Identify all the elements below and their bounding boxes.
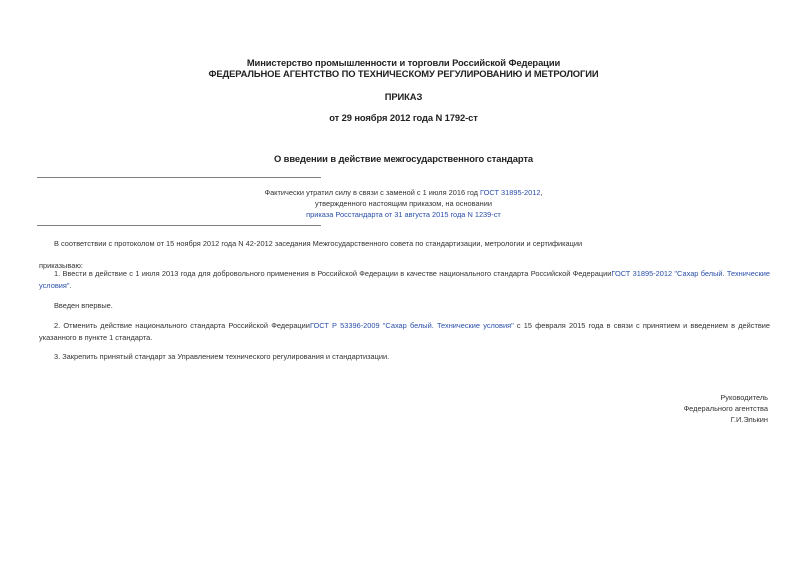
gost-r-53396-link[interactable]: ГОСТ Р 53396-2009 "Сахар белый. Технические условия" [309,321,514,330]
document-type: ПРИКАЗ [384,91,423,102]
status-note-line-3 [0,210,807,219]
rosstandart-order-link[interactable]: приказа Росстандарта от 31 августа 2015 года N 1239-ст [306,210,501,219]
replacement-standard-link[interactable]: ГОСТ 31895-2012 [480,188,541,197]
preamble-paragraph: В соответствии с протоколом от 15 ноября 2012 года N 42-2012 заседания Межгосударственного совета по стандартизации, метрологии и сертификации [54,239,583,248]
item-1-end: . [69,280,72,290]
signature-title: Руководитель [720,393,768,402]
item-1-text: 1. Ввести в действие с 1 июля 2013 года для добровольного применения в Российской Федерации в качестве национального стандарта Российской Федерации [54,269,612,278]
signature-name: Г.И.Элькин [730,415,768,424]
document-subject: О введении в действие межгосударственного стандарта [273,153,534,164]
status-note-comma: , [540,188,543,197]
item-1-paragraph [39,268,770,291]
order-word: приказываю: [39,261,83,270]
status-note-line-1 [0,188,807,197]
top-divider [37,177,321,178]
item-2-paragraph [39,320,770,343]
status-note-line-2: утвержденного настоящим приказом, на основании [315,199,492,208]
status-note-prefix: Фактически утратил силу в связи с заменой с 1 июля 2016 год [264,188,481,197]
item-2-rest: с 15 февраля 2015 года в связи с принятием и введением в действие указанного в пункте 1 стандарта. [39,321,771,342]
ministry-title: Министерство промышленности и торговли Российской Федерации [246,57,561,68]
agency-title: ФЕДЕРАЛЬНОЕ АГЕНТСТВО ПО ТЕХНИЧЕСКОМУ РЕГУЛИРОВАНИЮ И МЕТРОЛОГИИ [208,68,599,79]
document-date-number: от 29 ноября 2012 года N 1792-ст [329,112,478,123]
item-2-text: 2. Отменить действие национального стандарта Российской Федерации [54,321,310,330]
bottom-divider [37,225,321,226]
signature-org: Федерального агентства [683,404,768,413]
gost-31895-link[interactable]: ГОСТ 31895-2012 "Сахар белый. Технические условия" [39,269,770,290]
item-3-paragraph: 3. Закрепить принятый стандарт за Управлением технического регулирования и стандартизации. [54,352,390,361]
introduced-note: Введен впервые. [54,301,113,310]
